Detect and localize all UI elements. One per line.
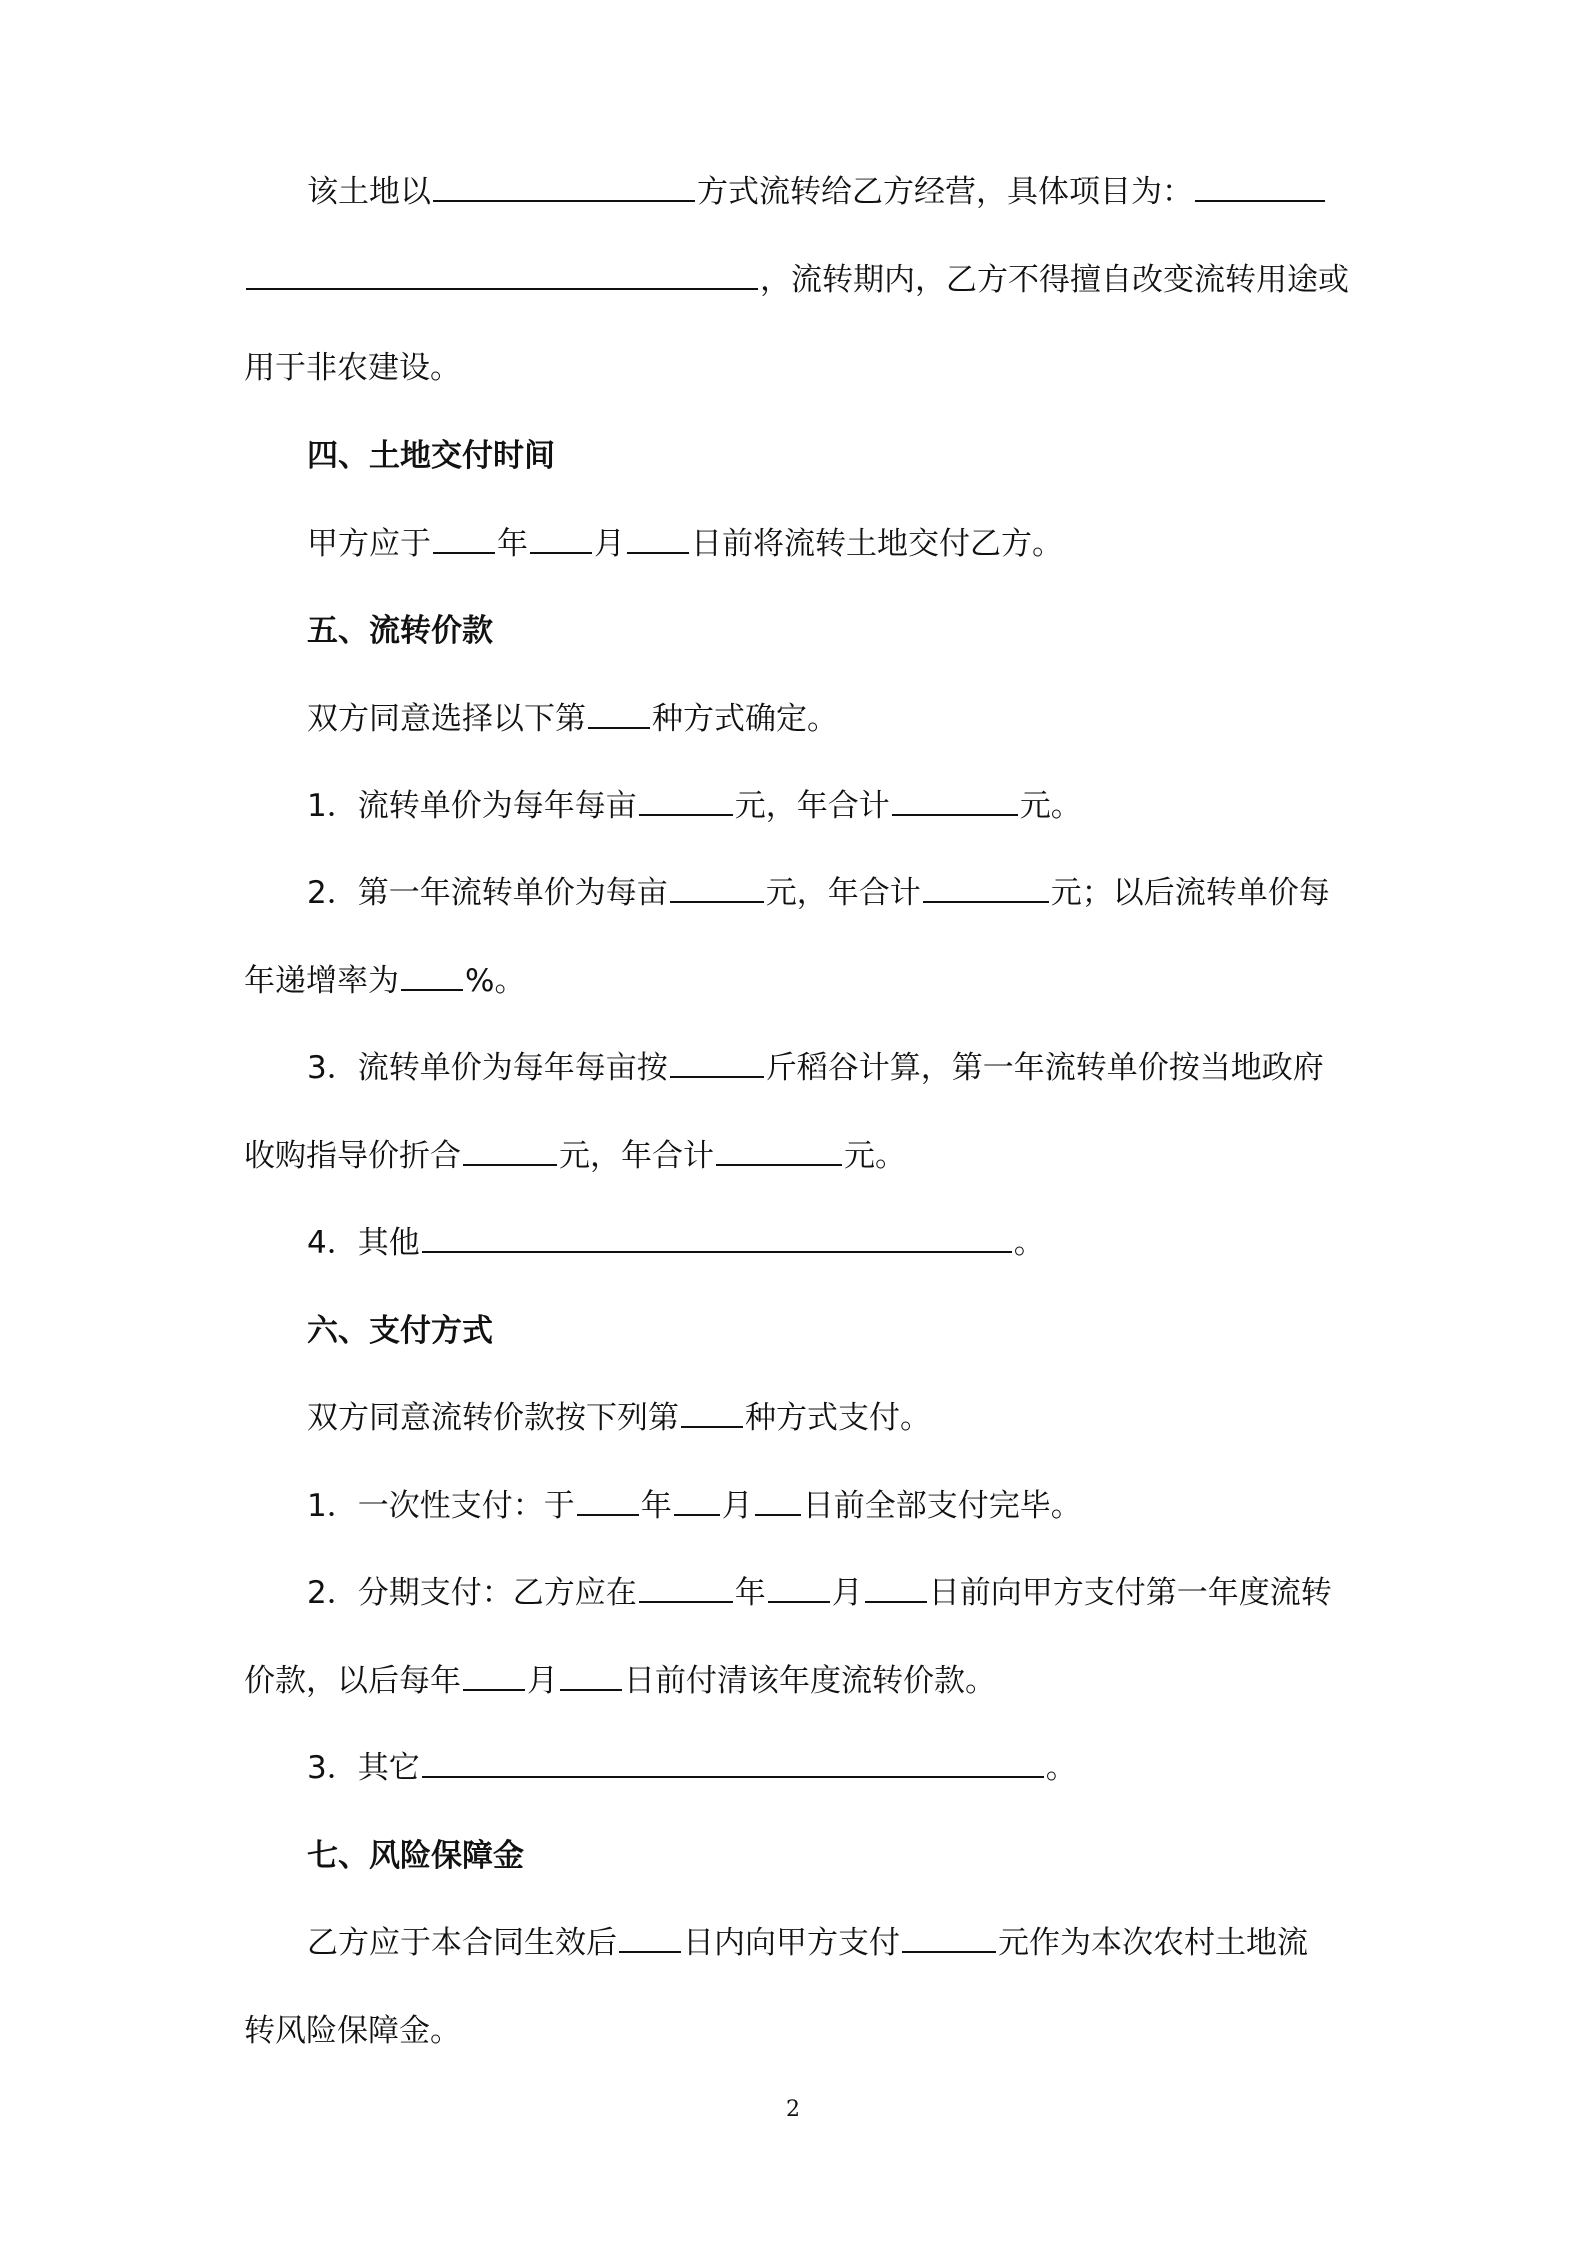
price-option-1-line <box>0 786 1586 826</box>
text-segment: 斤稻谷计算，第一年流转单价按当地政府 <box>765 1050 1324 1086</box>
land-transfer-method-line <box>0 172 1586 212</box>
text-segment: 元，年合计 <box>734 788 890 824</box>
blank-annual-total[interactable] <box>892 788 1018 816</box>
text-segment: 收购指导价折合 <box>244 1138 461 1174</box>
blank-lump-sum-month[interactable] <box>674 1488 720 1516</box>
text-segment: 双方同意流转价款按下列第 <box>307 1400 679 1436</box>
text-segment: 月 <box>527 1663 558 1699</box>
blank-other-payment-method[interactable] <box>422 1750 1044 1778</box>
text-segment: 2．第一年流转单价为每亩 <box>307 875 668 911</box>
text-segment: 价款，以后每年 <box>244 1663 461 1699</box>
text-segment: 年 <box>734 1575 766 1611</box>
text-segment: 用于非农建设。 <box>244 350 461 386</box>
blank-increase-rate[interactable] <box>401 963 463 991</box>
text-segment: 3．流转单价为每年每亩按 <box>307 1050 668 1086</box>
guide-price-line <box>0 1136 1586 1176</box>
blank-yearly-month[interactable] <box>463 1663 525 1691</box>
text-segment: 元。 <box>844 1138 906 1174</box>
text-segment: 年 <box>497 526 528 562</box>
blank-delivery-year[interactable] <box>433 526 495 554</box>
price-option-2-line <box>0 873 1586 913</box>
blank-first-year-total[interactable] <box>923 875 1049 903</box>
text-segment: 元作为本次农村土地流 <box>998 1925 1308 1961</box>
text-segment: 日前付清该年度流转价款。 <box>624 1663 996 1699</box>
text-segment: 1．一次性支付：于 <box>307 1488 575 1524</box>
blank-delivery-month[interactable] <box>530 526 592 554</box>
text-segment: 年递增率为 <box>244 963 399 999</box>
text-segment: 种方式确定。 <box>652 701 838 737</box>
blank-price-method[interactable] <box>588 701 650 729</box>
text-segment: 月 <box>831 1575 863 1611</box>
text-segment: 日内向甲方支付 <box>683 1925 900 1961</box>
risk-deposit-line <box>0 1923 1586 1963</box>
price-method-choice-line <box>0 699 1586 739</box>
blank-transfer-method[interactable] <box>433 174 695 202</box>
blank-payment-method[interactable] <box>681 1400 743 1428</box>
land-use-restriction-line <box>0 260 1586 300</box>
text-segment: 元。 <box>1019 788 1082 824</box>
blank-delivery-day[interactable] <box>627 526 689 554</box>
text-segment: 。 <box>1045 1750 1077 1786</box>
text-segment: 月 <box>594 526 625 562</box>
text-segment: 日前向甲方支付第一年度流转 <box>928 1575 1332 1611</box>
payment-option-1-line <box>0 1486 1586 1526</box>
blank-unit-price[interactable] <box>639 788 733 816</box>
text-segment: 1．流转单价为每年每亩 <box>307 788 637 824</box>
section6-heading: 六、支付方式 <box>307 1313 493 1349</box>
section4-heading: 四、土地交付时间 <box>307 438 555 474</box>
text-segment: 乙方应于本合同生效后 <box>307 1925 617 1961</box>
page-number: 2 <box>786 2097 800 2122</box>
section5-heading: 五、流转价款 <box>307 613 493 649</box>
text-segment: 该土地以 <box>307 174 431 210</box>
blank-deposit-days[interactable] <box>619 1925 681 1953</box>
blank-project-name[interactable] <box>1195 174 1325 202</box>
price-option-3-line <box>0 1048 1586 1088</box>
yearly-payment-line <box>0 1661 1586 1701</box>
text-segment: 双方同意选择以下第 <box>307 701 586 737</box>
text-segment: 4．其他 <box>307 1225 420 1261</box>
text-segment: 日前将流转土地交付乙方。 <box>691 526 1063 562</box>
blank-first-year-unit-price[interactable] <box>670 875 764 903</box>
text-segment: 月 <box>721 1488 753 1524</box>
blank-installment-month[interactable] <box>768 1575 830 1603</box>
non-agricultural-line <box>0 348 1586 388</box>
price-increase-rate-line <box>0 961 1586 1001</box>
price-option-4-line <box>0 1223 1586 1263</box>
text-segment: 方式流转给乙方经营，具体项目为： <box>697 174 1193 210</box>
text-segment: 。 <box>1013 1225 1045 1261</box>
blank-yearly-day[interactable] <box>560 1663 622 1691</box>
text-segment: 元；以后流转单价每 <box>1050 875 1330 911</box>
text-segment: 3．其它 <box>307 1750 420 1786</box>
blank-converted-price[interactable] <box>463 1138 557 1166</box>
text-segment: ，流转期内，乙方不得擅自改变流转用途或 <box>760 262 1349 298</box>
payment-option-3-line <box>0 1748 1586 1788</box>
text-segment: 2．分期支付：乙方应在 <box>307 1575 637 1611</box>
text-segment: 种方式支付。 <box>745 1400 931 1436</box>
text-segment: 甲方应于 <box>307 526 431 562</box>
blank-rice-weight[interactable] <box>670 1050 764 1078</box>
blank-installment-year[interactable] <box>639 1575 733 1603</box>
blank-project-continued[interactable] <box>246 262 758 290</box>
text-segment: 元，年合计 <box>559 1138 714 1174</box>
text-segment: 转风险保障金。 <box>244 2013 461 2049</box>
blank-deposit-amount[interactable] <box>902 1925 996 1953</box>
text-segment: 年 <box>640 1488 672 1524</box>
risk-deposit-continued-line <box>0 2011 1586 2051</box>
section7-heading: 七、风险保障金 <box>307 1838 524 1874</box>
text-segment: %。 <box>465 963 526 999</box>
blank-lump-sum-day[interactable] <box>755 1488 801 1516</box>
blank-other-price-method[interactable] <box>422 1225 1012 1253</box>
payment-method-choice-line <box>0 1398 1586 1438</box>
blank-converted-total[interactable] <box>716 1138 842 1166</box>
text-segment: 日前全部支付完毕。 <box>802 1488 1082 1524</box>
text-segment: 元，年合计 <box>765 875 921 911</box>
payment-option-2-line <box>0 1573 1586 1613</box>
blank-lump-sum-year[interactable] <box>577 1488 639 1516</box>
blank-installment-day[interactable] <box>865 1575 927 1603</box>
delivery-date-line <box>0 524 1586 564</box>
